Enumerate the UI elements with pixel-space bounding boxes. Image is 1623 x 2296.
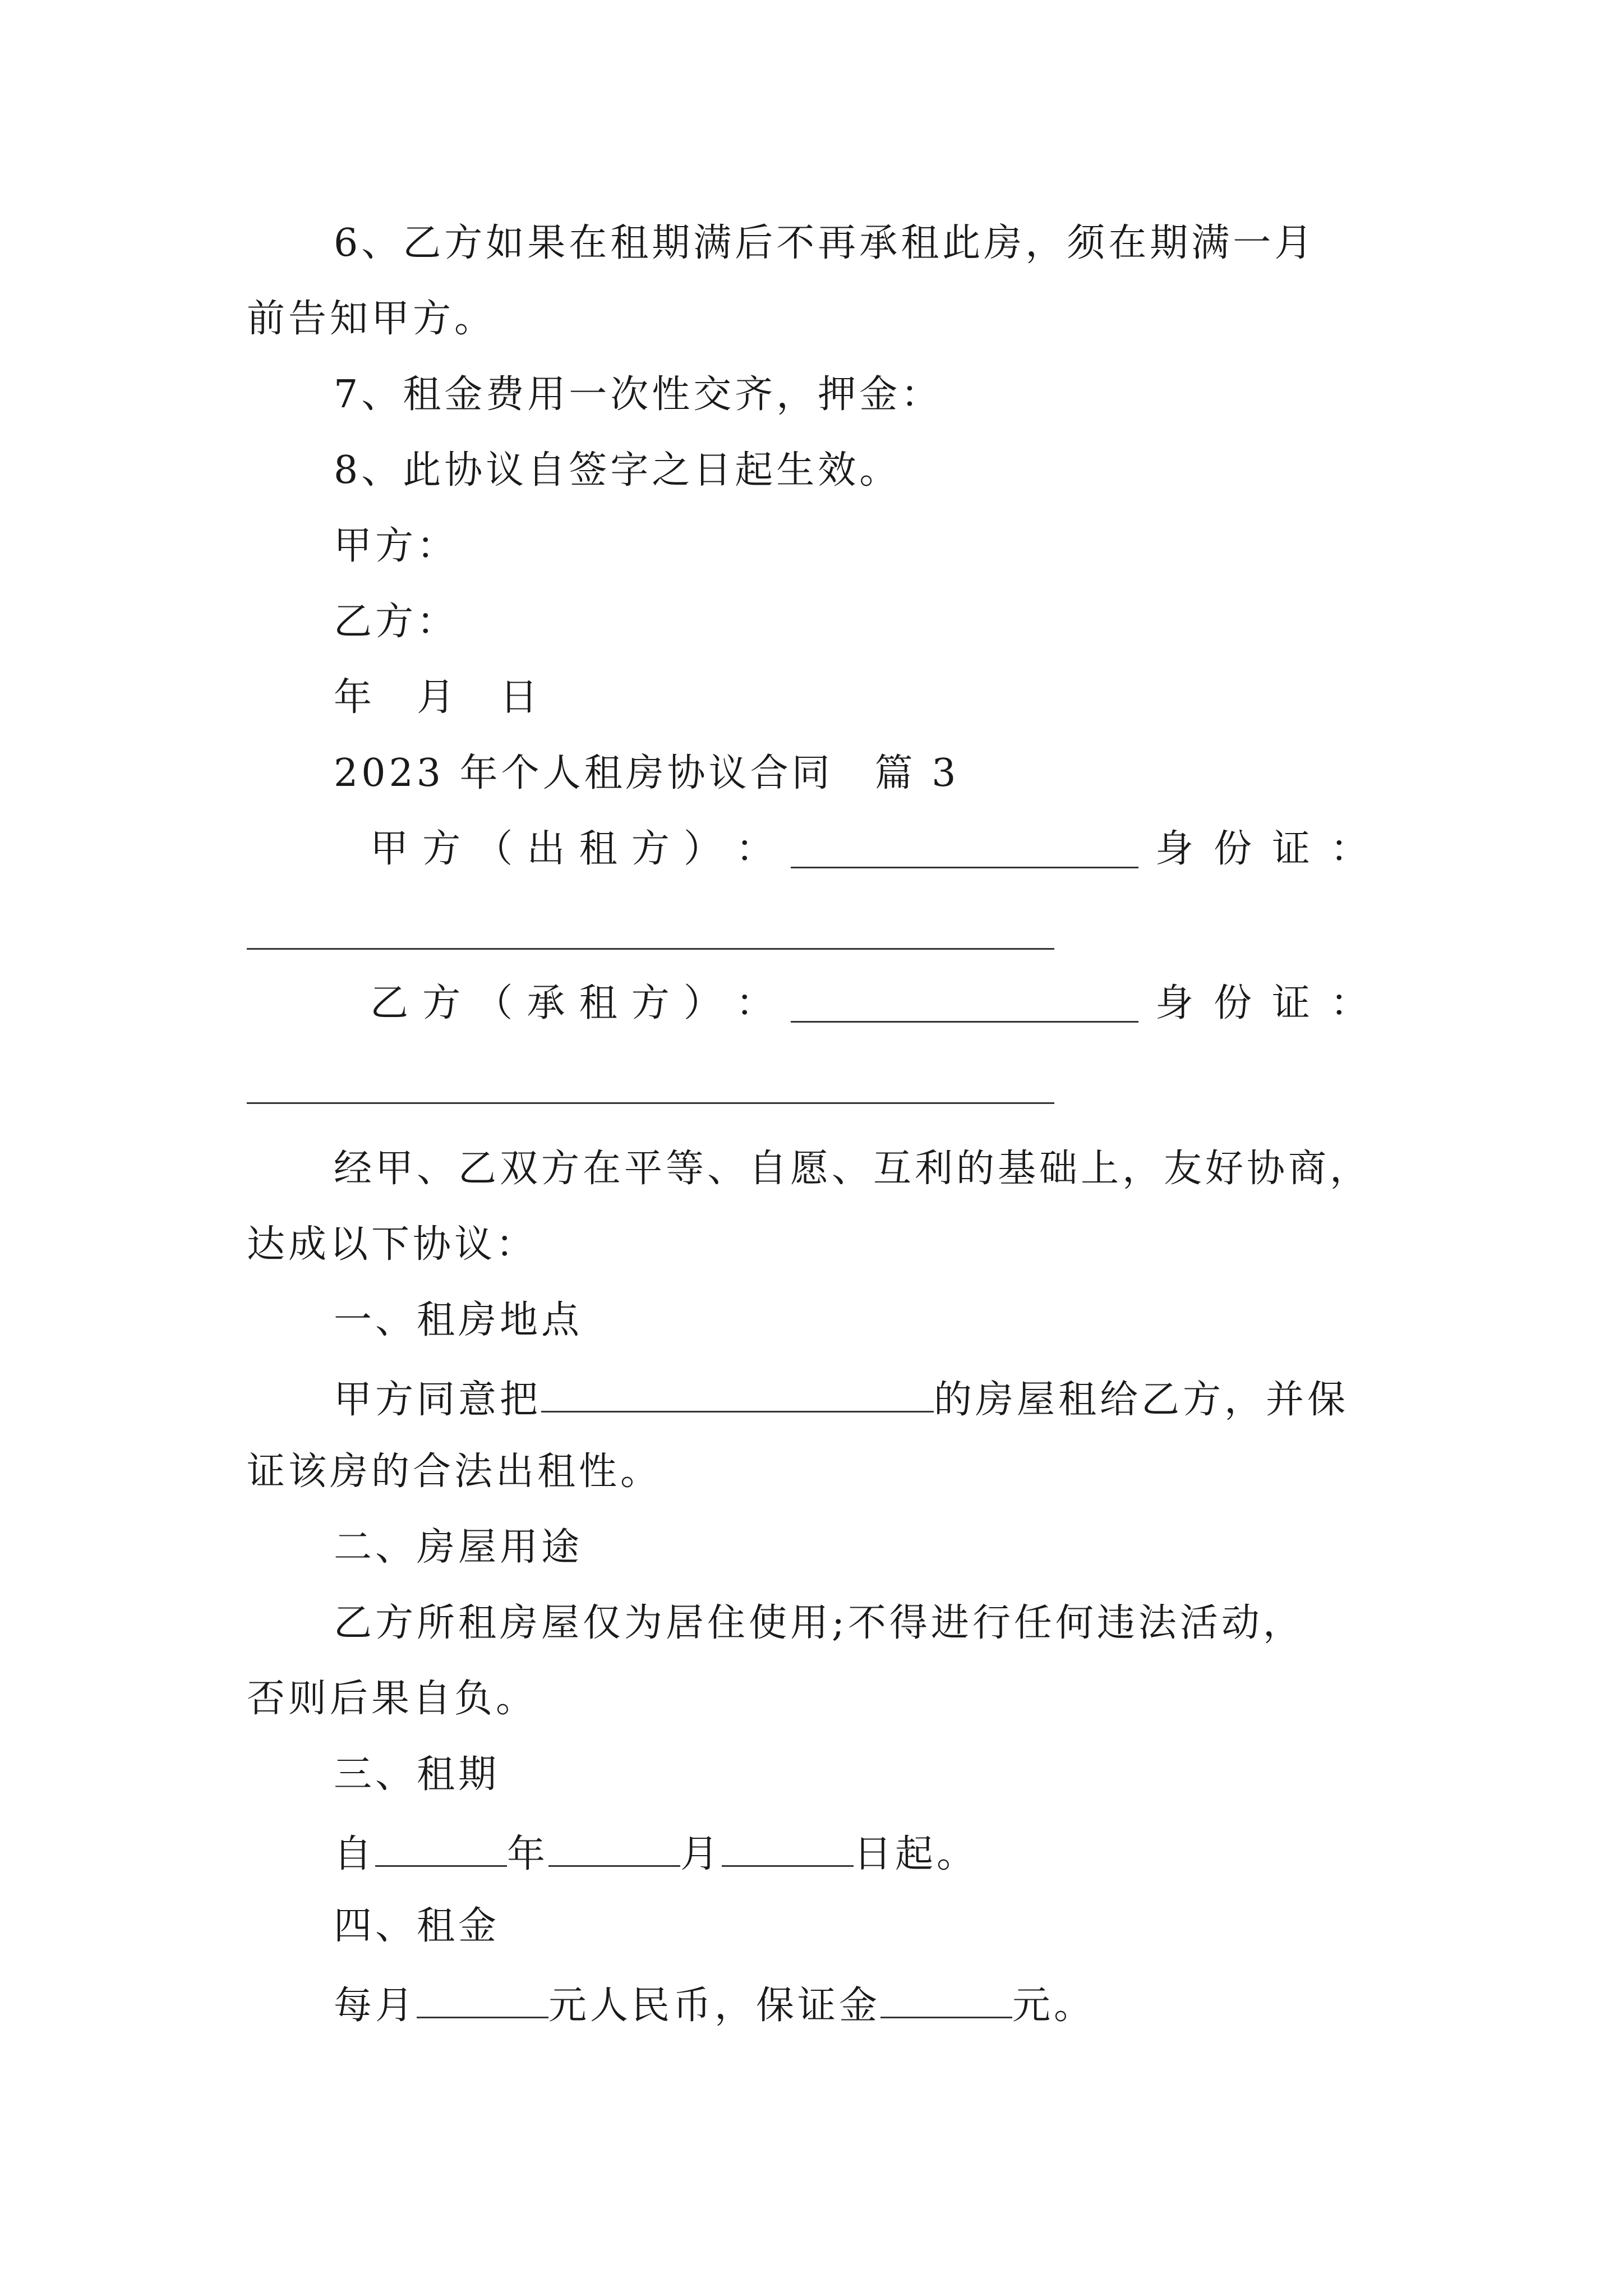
party-b-id-label	[1155, 981, 1368, 1025]
char: 方	[631, 827, 670, 871]
deposit-blank[interactable]	[880, 1983, 1012, 2018]
char: ：	[735, 981, 774, 1025]
text: 每月	[334, 1984, 417, 2028]
char: 租	[579, 827, 617, 871]
text: 元人民币，保证金	[548, 1984, 881, 2028]
char: 证	[1271, 981, 1310, 1025]
char: 出	[527, 827, 565, 871]
char: ）	[683, 981, 722, 1025]
section-2-title: 二、房屋用途	[334, 1525, 583, 1570]
char: 甲	[370, 827, 409, 871]
party-a-signature: 甲方：	[334, 524, 459, 568]
date-line: 年 月 日	[334, 675, 542, 720]
text: 日起。	[854, 1832, 979, 1876]
section-4-title: 四、租金	[334, 1904, 500, 1948]
char: 身	[1155, 827, 1194, 871]
char: （	[474, 827, 513, 871]
section-2-line-2: 否则后果自负。	[247, 1677, 538, 1721]
section-heading: 2023 年个人租房协议合同 篇 3	[334, 751, 960, 795]
text: 自	[334, 1832, 376, 1876]
monthly-rent-blank[interactable]	[417, 1983, 548, 2018]
address-blank[interactable]	[541, 1377, 934, 1412]
section-3-title: 三、租期	[334, 1752, 500, 1797]
party-a-row	[370, 827, 1368, 871]
clause-7: 7、租金费用一次性交齐，押金：	[334, 372, 943, 417]
char: 方	[422, 827, 461, 871]
section-4-line	[334, 1983, 1096, 2028]
section-1-pre: 甲方同意把	[334, 1378, 542, 1422]
char: 份	[1213, 827, 1252, 871]
party-a-name-blank[interactable]	[791, 833, 1138, 868]
party-b-label	[370, 981, 774, 1025]
char: 身	[1155, 981, 1194, 1025]
clause-8: 8、此协议自签字之日起生效。	[334, 448, 901, 493]
party-a-id-blank[interactable]	[247, 948, 1054, 950]
section-1-title: 一、租房地点	[334, 1298, 583, 1342]
party-b-id-blank[interactable]	[247, 1102, 1054, 1104]
party-b-row	[370, 981, 1368, 1025]
section-2-line-1: 乙方所租房屋仅为居住使用;不得进行任何违法活动，	[334, 1601, 1304, 1645]
text: 月	[680, 1832, 722, 1876]
char: 证	[1271, 827, 1310, 871]
section-1-post: 的房屋租给乙方，并保	[934, 1378, 1349, 1422]
intro-line-2: 达成以下协议：	[247, 1222, 538, 1267]
char: 份	[1213, 981, 1252, 1025]
char: 承	[527, 981, 565, 1025]
party-b-name-blank[interactable]	[791, 987, 1138, 1023]
year-blank[interactable]	[375, 1832, 507, 1867]
clause-6-line-1: 6、乙方如果在租期满后不再承租此房，须在期满一月	[334, 221, 1316, 265]
char: 乙	[370, 981, 409, 1025]
char: 方	[631, 981, 670, 1025]
section-1-line-1	[334, 1377, 1349, 1422]
section-3-line	[334, 1832, 978, 1874]
char: ：	[735, 827, 774, 871]
day-blank[interactable]	[722, 1832, 854, 1867]
text: 元。	[1012, 1984, 1096, 2028]
char: 租	[579, 981, 617, 1025]
party-b-signature: 乙方：	[334, 600, 459, 644]
month-blank[interactable]	[548, 1832, 680, 1867]
section-1-line-2: 证该房的合法出租性。	[247, 1450, 662, 1494]
char: ：	[1330, 981, 1368, 1025]
party-a-label	[370, 827, 774, 871]
party-a-id-label	[1155, 827, 1368, 871]
text: 年	[507, 1832, 549, 1876]
clause-6-line-2: 前告知甲方。	[247, 297, 496, 341]
intro-line-1: 经甲、乙双方在平等、自愿、互利的基础上，友好协商，	[334, 1147, 1372, 1191]
char: ）	[683, 827, 722, 871]
char: （	[474, 981, 513, 1025]
char: ：	[1330, 827, 1368, 871]
char: 方	[422, 981, 461, 1025]
